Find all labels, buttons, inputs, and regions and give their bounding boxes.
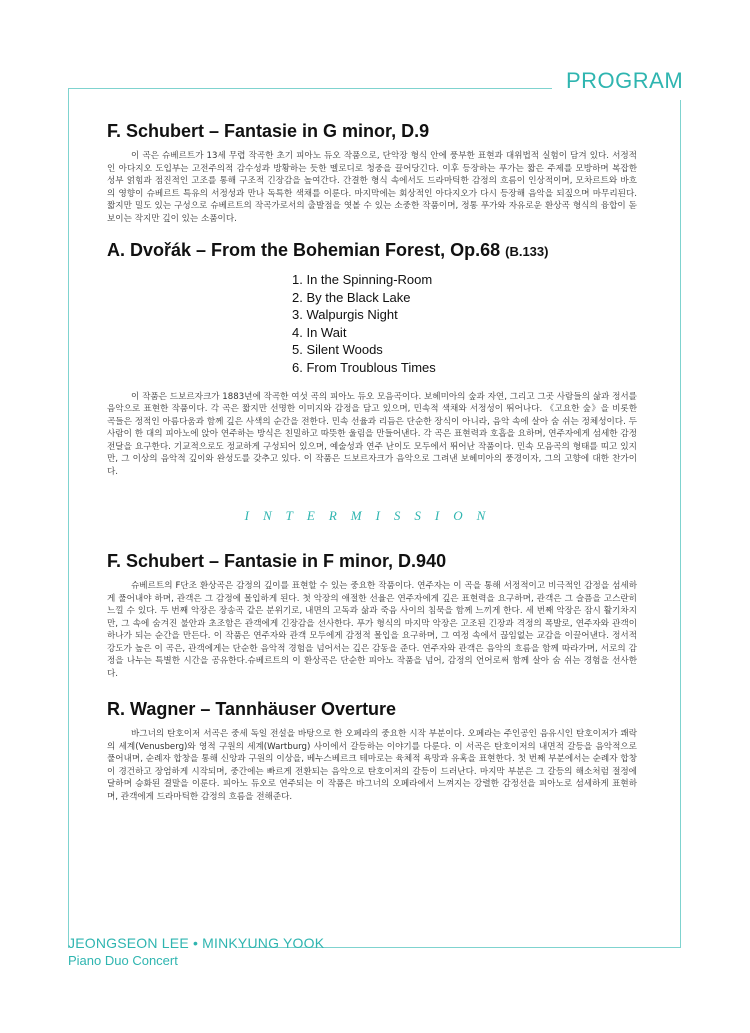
intermission-label: INTERMISSION	[244, 508, 500, 524]
concert-subtitle: Piano Duo Concert	[68, 953, 178, 968]
piece-3	[107, 550, 637, 680]
piece-title	[107, 550, 637, 572]
list-item: 5. Silent Woods	[292, 342, 383, 358]
list-item: 4. In Wait	[292, 324, 347, 340]
movement-list	[292, 271, 637, 377]
list-item: 3. Walpurgis Night	[292, 307, 398, 323]
piece-description: 바그너의 탄호이저 서곡은 중세 독일 전설을 바탕으로 한 오페라의 중요한 시작 부분이다. 오페라는 주인공인 음유시인 탄호이저가 쾌락의 세계(Venusberg)와 영적 구원의 세계(Wartburg) 사이에서 갈등하는 이야기를 다룬다. 이 서곡은 탄호이저의 내면적 갈등을 음악적으로 풀어내며, 순례자 합창을 통해 신앙과 구원의 이상을, 베누스베르크 테마로는 육체적 욕망과 유혹을 표현한다. 첫 번째 부분에서는 순례자 합창이 경건하고 장엄하게 시작되며, 중간에는 빠르게 전환되는 음악으로 탄호이저의 갈등이 드러난다. 마지막 부분은 그 갈등의 해소처럼 절정에 달하며 승화된 결말을 이룬다. 피아노 듀오로 연주되는 이 작품은 바그너의 오페라에서 느껴지는 강렬한 감정선을 피아노로 섬세하게 표현하며, 관객에게 드라마틱한 감정의 흐름을 전해준다.	[107, 729, 637, 802]
piece-title	[107, 698, 637, 720]
piece-title-text: A. Dvořák – From the Bohemian Forest, Op.68	[107, 240, 501, 260]
frame-top-line	[68, 88, 552, 89]
list-item: 1. In the Spinning-Room	[292, 272, 433, 287]
piece-title-text: R. Wagner – Tannhäuser Overture	[107, 699, 397, 720]
frame-right-line	[680, 100, 681, 948]
piece-1	[107, 120, 637, 225]
page-title: PROGRAM	[566, 68, 684, 93]
piece-catalog-number: (B.133)	[505, 244, 549, 259]
piece-description: 이 작품은 드보르자크가 1883년에 작곡한 여섯 곡의 피아노 듀오 모음곡이다. 보헤미아의 숲과 자연, 그리고 그곳 사람들의 삶과 정서를 음악으로 표현한 작품이다. 각 곡은 짧지만 선명한 이미지와 감정을 담고 있으며, 민속적 색채와 서정성이 뛰어나다. 《고요한 숲》을 비롯한 곡들은 정적인 아름다움과 함께 깊은 사색의 순간을 전한다. 민속 선율과 리듬은 단순한 장식이 아니라, 음악 속에 살아 숨 쉬는 정체성이다. 두 사람이 한 대의 피아노에 앉아 연주하는 방식은 친밀하고 따뜻한 울림을 만들어낸다. 각 곡은 표현력과 호흡을 요하며, 연주자에게 섬세한 감정 전달을 요구한다. 기교적으로도 정교하게 구성되어 있으며, 예술성과 연주 난이도 모두에서 뛰어난 작품이다. 민속 모음곡의 형태를 띠고 있지만, 그 이상의 음악적 깊이와 완성도를 갖추고 있다. 이 작품은 드보르자크가 음악으로 그려낸 보헤미아의 풍경이자, 그의 고향에 대한 찬가이다.	[107, 391, 637, 477]
piece-4	[107, 698, 637, 803]
piece-description: 이 곡은 슈베르트가 13세 무렵 작곡한 초기 피아노 듀오 작품으로, 단악장 형식 안에 풍부한 표현과 대위법적 실험이 담겨 있다. 서정적인 아다지오 도입부는 고전주의적 감수성과 방황하는 듯한 멜로디로 청중을 끌어당긴다. 이후 등장하는 푸가는 짧은 주제를 모방하며 복잡한 성부 얽힘과 점진적인 고조를 통해 구조적 긴장감을 높여간다. 간결한 형식 속에서도 드라마틱한 감정의 흐름이 인상적이며, 모차르트와 바흐의 영향이 슈베르트 특유의 서정성과 만나 독특한 색채를 이룬다. 마지막에는 회상적인 아다지오가 다시 등장해 음악을 되짚으며 마무리된다. 짧지만 밀도 있는 구성으로 슈베르트의 작곡가로서의 출발점을 엿볼 수 있는 소중한 작품이며, 정통 푸가와 자유로운 환상곡 형식의 융합이 돋보이는 작지만 깊이 있는 소품이다.	[107, 151, 637, 224]
piece-title-text: F. Schubert – Fantasie in F minor, D.940	[107, 551, 447, 572]
performer-names: JEONGSEON LEE • MINKYUNG YOOK	[68, 935, 325, 951]
piece-description: 슈베르트의 F단조 환상곡은 감정의 깊이를 표현할 수 있는 중요한 작품이다. 연주자는 이 곡을 통해 서정적이고 비극적인 감정을 섬세하게 풀어내야 하며, 관객은 그 감정에 몰입하게 된다. 첫 악장의 애절한 선율은 연주자에게 깊은 표현력을 요구하며, 관객은 그 슬픔을 고스란히 느낄 수 있다. 두 번째 악장은 장송곡 같은 분위기로, 내면의 고독과 삶과 죽음 사이의 침묵을 함께 느끼게 한다. 세 번째 악장은 잠시 활기차지만, 그 속에 숨겨진 불안과 초조함은 관객에게 긴장감을 선사한다. 푸가 형식의 마지막 악장은 고조된 긴장과 격정의 폭발로, 연주자와 관객이 하나가 되는 순간을 만든다. 이 작품은 연주자와 관객 모두에게 감정적 몰입을 요구하며, 그 여정 속에서 끊임없는 교감을 이끌어낸다. 정서적 강도가 높은 이 곡은, 관객에게는 단순한 음악적 경험을 넘어서는 깊은 감동을 준다. 연주자와 관객은 음악의 흐름을 함께 따라가며, 서로의 감정을 나누는 특별한 시간을 공유한다.슈베르트의 이 환상곡은 단순한 피아노 작품을 넘어, 감정의 언어로써 함께 살아 숨 쉬는 경험을 선사한다.	[107, 581, 637, 679]
piece-title-text: F. Schubert – Fantasie in G minor, D.9	[107, 121, 430, 141]
frame-left-line	[68, 88, 69, 948]
list-item: 6. From Troublous Times	[292, 359, 436, 375]
list-item: 2. By the Black Lake	[292, 289, 411, 305]
piece-title	[107, 120, 637, 142]
piece-2	[107, 239, 637, 478]
footer	[68, 934, 324, 970]
piece-title	[107, 239, 637, 263]
program-content	[107, 120, 637, 803]
